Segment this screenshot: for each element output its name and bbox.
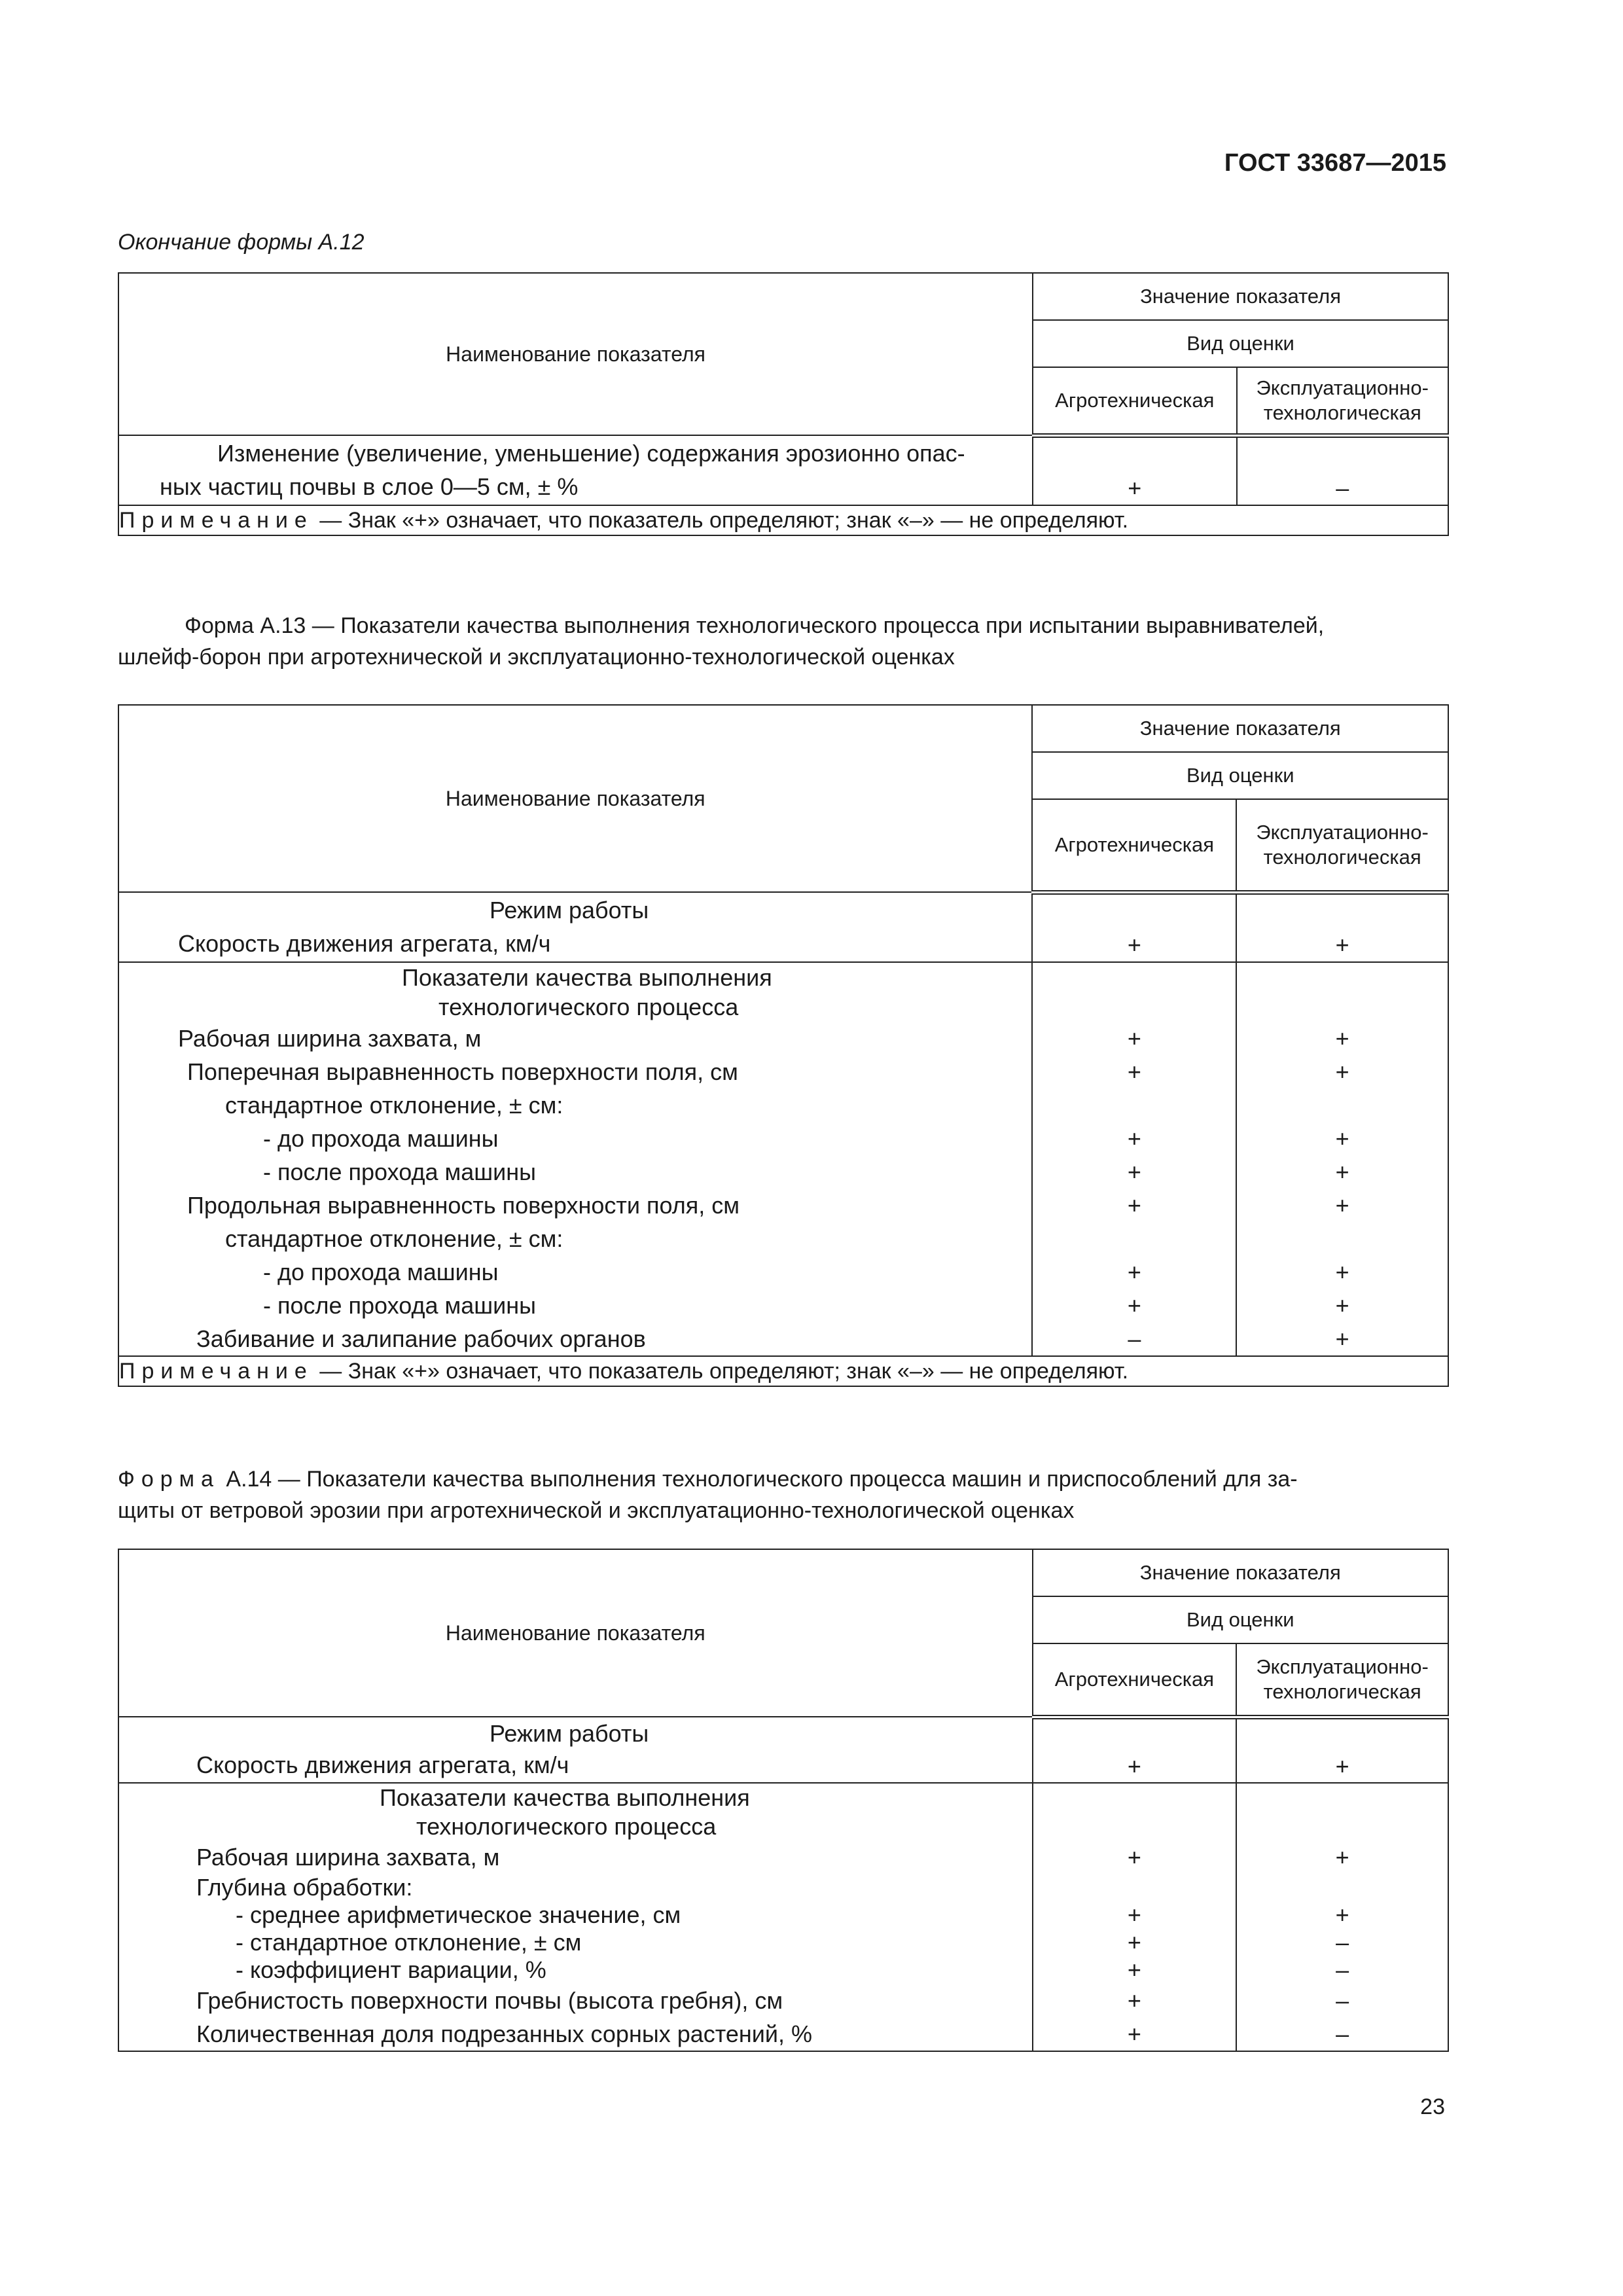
table-note: Примечание — Знак «+» означает, что показатель определяют; знак «–» — не определяют. <box>118 1356 1448 1386</box>
form-a14-caption: Форма А.14 — Показатели качества выполнения технологического процесса машин и приспособлений для за- щиты от ветровой эрозии при агротехнической и эксплуатационно-технологической оценках <box>118 1467 1298 1523</box>
header-name-cell: Наименование показателя <box>118 705 1032 892</box>
agro-mark-column: + + + + + + + – <box>1032 962 1236 1356</box>
header-name-cell: Наименование показателя <box>118 273 1033 435</box>
document-code: ГОСТ 33687—2015 <box>1224 149 1446 177</box>
agro-mark-column: + + + + + + <box>1033 1783 1237 2051</box>
row-label: Скорость движения агрегата, км/ч <box>178 930 551 958</box>
row-label: - после прохода машины <box>263 1158 537 1185</box>
row-label: Поперечная выравненность поверхности поля, см <box>187 1058 738 1085</box>
row-label: Рабочая ширина захвата, м <box>196 1843 500 1871</box>
page-number: 23 <box>1420 2094 1445 2119</box>
agro-mark: + <box>1033 435 1236 505</box>
header-exploit-cell: Эксплуатационно- технологическая <box>1237 367 1449 435</box>
row-label: - после прохода машины <box>263 1291 537 1319</box>
exploit-mark: + <box>1236 1717 1448 1783</box>
group-title: Режим работы <box>490 1720 649 1748</box>
table-note: Примечание — Знак «+» означает, что показатель определяют; знак «–» — не определяют. <box>118 505 1448 535</box>
row-label: - до прохода машины <box>263 1124 499 1152</box>
group-title: Режим работы <box>490 897 649 924</box>
header-value-cell: Значение показателя <box>1033 273 1448 320</box>
row-label: Изменение (увеличение, уменьшение) содержания эрозионно опас- ных частиц почвы в слое 0—5 см, ± % <box>118 435 1033 505</box>
row-label: стандартное отклонение, ± см: <box>225 1225 563 1252</box>
row-label: - до прохода машины <box>263 1258 499 1285</box>
row-label: - среднее арифметическое значение, см <box>236 1901 681 1928</box>
group-title: Показатели качества выполнения <box>380 1784 750 1811</box>
header-name-cell: Наименование показателя <box>118 1549 1033 1717</box>
header-agro-cell: Агротехническая <box>1032 799 1236 892</box>
header-assessment-cell: Вид оценки <box>1033 1596 1448 1643</box>
row-label: Забивание и залипание рабочих органов <box>196 1325 646 1352</box>
group-quality-cell <box>118 962 1032 1356</box>
row-label: Гребнистость поверхности почвы (высота гребня), см <box>196 1986 783 2014</box>
exploit-mark-column: + + + + + + + + <box>1236 962 1448 1356</box>
row-label: Количественная доля подрезанных сорных растений, % <box>196 2020 812 2047</box>
row-label: Продольная выравненность поверхности поля, см <box>187 1191 740 1219</box>
agro-mark: + <box>1032 892 1236 962</box>
row-label: стандартное отклонение, ± см: <box>225 1091 563 1119</box>
header-assessment-cell: Вид оценки <box>1032 752 1448 799</box>
form-a13-table <box>118 704 1449 1387</box>
group-quality-cell <box>118 1783 1033 2051</box>
form-a14-table <box>118 1549 1449 2052</box>
header-value-cell: Значение показателя <box>1032 705 1448 752</box>
header-value-cell: Значение показателя <box>1033 1549 1448 1596</box>
group-title: технологического процесса <box>438 993 739 1020</box>
exploit-mark-column: + + – – – – <box>1236 1783 1448 2051</box>
group-title: Показатели качества выполнения <box>402 963 772 991</box>
header-agro-cell: Агротехническая <box>1033 367 1236 435</box>
header-assessment-cell: Вид оценки <box>1033 320 1448 367</box>
row-label: Скорость движения агрегата, км/ч <box>196 1751 569 1779</box>
form-a12-caption: Окончание формы А.12 <box>118 230 365 255</box>
agro-mark: + <box>1033 1717 1237 1783</box>
exploit-mark: – <box>1237 435 1449 505</box>
row-label: Глубина обработки: <box>196 1873 413 1901</box>
form-a13-caption: Форма А.13 — Показатели качества выполнения технологического процесса при испытании выравнивателей, шлейф-борон при агротехнической и эксплуатационно-технологической оценках <box>118 613 1325 670</box>
group-title: технологического процесса <box>416 1812 717 1840</box>
row-label: - стандартное отклонение, ± см <box>236 1928 582 1956</box>
header-agro-cell: Агротехническая <box>1033 1643 1237 1717</box>
row-label: Рабочая ширина захвата, м <box>178 1024 482 1052</box>
group-mode-cell <box>118 892 1032 962</box>
row-label: - коэффициент вариации, % <box>236 1956 546 1983</box>
header-exploit-cell: Эксплуатационно- технологическая <box>1236 799 1448 892</box>
header-exploit-cell: Эксплуатационно- технологическая <box>1236 1643 1448 1717</box>
group-mode-cell <box>118 1717 1033 1783</box>
exploit-mark: + <box>1236 892 1448 962</box>
form-a12-table <box>118 272 1449 536</box>
